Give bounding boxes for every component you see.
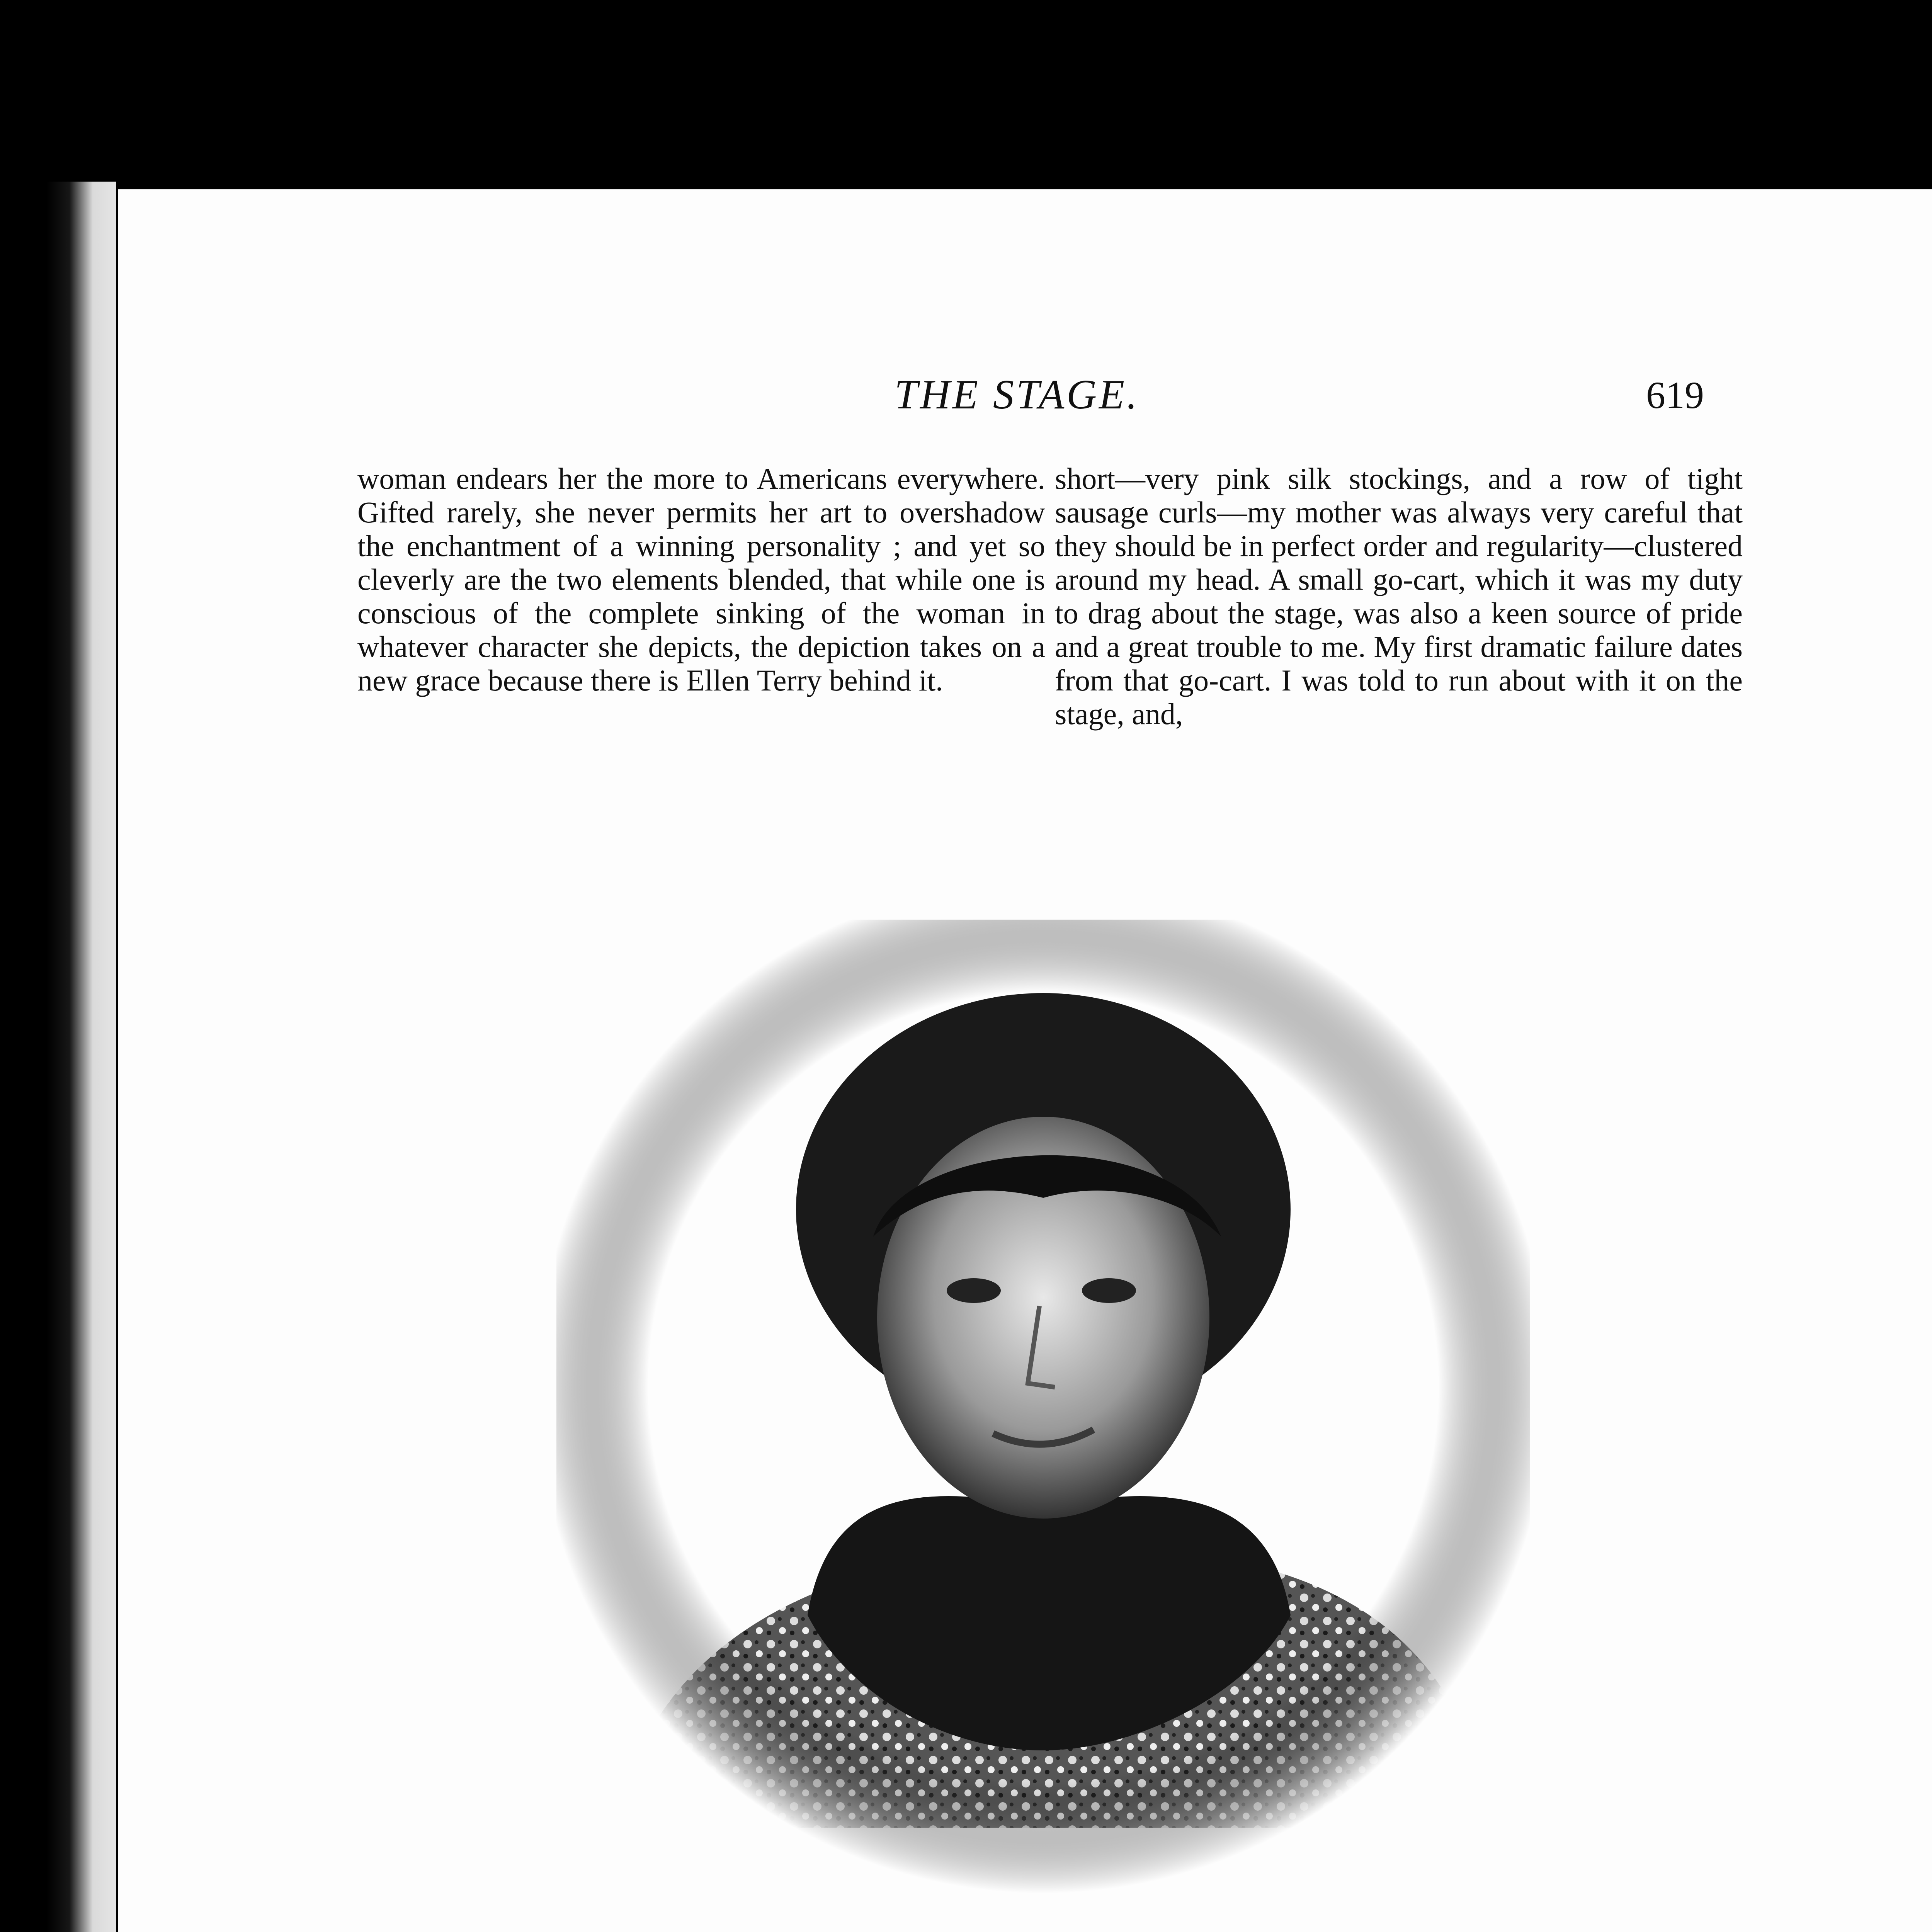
column-top-left xyxy=(357,462,1045,697)
left-page-edge xyxy=(0,182,116,1932)
paragraph: woman endears her the more to Americans everywhere. Gifted rarely, she never permits her art to overshadow the enchantment of a winning personality ; and yet so cleverly are the two elements blended, that while one is conscious of the complete sinking of the woman in whatever character she depicts, the depiction takes on a new grace because there is Ellen Terry behind it. xyxy=(357,462,1045,697)
paragraph: short—very pink silk stockings, and a row of tight sausage curls—my mother was always very careful that they should be in perfect order and regularity—clustered around my head. A small go-cart, which it was my duty to drag about the stage, was also a keen source of pride and a great trouble to me. My first dramatic failure dates from that go-cart. I was told to run about with it on the stage, and, xyxy=(1055,462,1743,731)
vignette xyxy=(556,920,1530,1893)
page-number: 619 xyxy=(1646,374,1704,417)
column-top-right xyxy=(1055,462,1743,731)
running-header: THE STAGE. xyxy=(895,372,1140,418)
portrait-photo xyxy=(556,920,1530,1893)
